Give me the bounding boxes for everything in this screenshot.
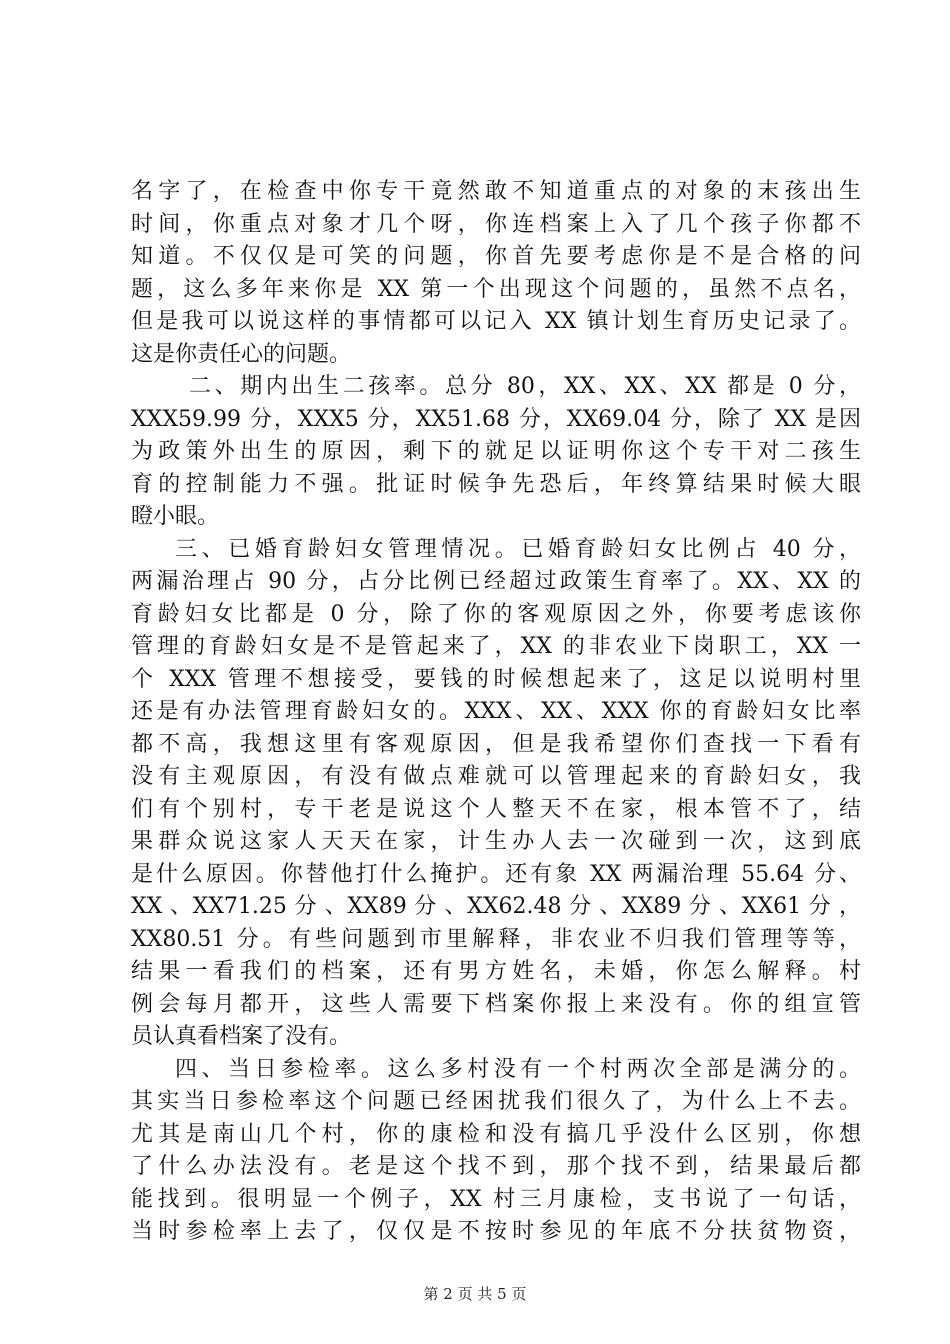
text-line: 结果一看我们的档案，还有男方姓名，未婚，你怎么解释。村	[131, 959, 861, 984]
section-heading-line: 三、已婚育龄妇女管理情况。已婚育龄妇女比例占 40 分，	[175, 536, 861, 562]
page-footer: 第 2 页 共 5 页	[423, 1285, 527, 1303]
text-line: 但是我可以说这样的事情都可以记入 XX 镇计划生育历史记录了。	[131, 309, 861, 334]
text-line: 管理的育龄妇女是不是管起来了，XX 的非农业下岗职工，XX 一	[131, 634, 861, 659]
text-line: 这是你责任心的问题。	[131, 341, 352, 367]
text-line: 员认真看档案了没有。	[131, 1024, 352, 1049]
text-line: 果群众说这家人天天在家，计生办人去一次碰到一次，这到底	[131, 829, 861, 854]
text-line: XX80.51 分。有些问题到市里解释，非农业不归我们管理等等，	[131, 926, 861, 952]
text-line: 当时参检率上去了，仅仅是不按时参见的年底不分扶贫物资，	[131, 1219, 861, 1244]
text-line: 没有主观原因，有没有做点难就可以管理起来的育龄妇女，我	[131, 764, 861, 789]
text-line: 是什么原因。你替他打什么掩护。还有象 XX 两漏治理 55.64 分、	[131, 861, 861, 887]
text-line: XXX59.99 分，XXX5 分，XX51.68 分，XX69.04 分，除了 XX 是因	[131, 406, 861, 432]
text-line: 育的控制能力不强。批证时候争先恐后，年终算结果时候大眼	[131, 471, 861, 497]
text-line: 例会每月都开，这些人需要下档案你报上来没有。你的组宣管	[131, 991, 861, 1017]
text-line: 题，这么多年来你是 XX 第一个出现这个问题的，虽然不点名，	[131, 276, 861, 302]
document-body	[131, 176, 861, 1249]
text-line: 为政策外出生的原因，剩下的就足以证明你这个专干对二孩生	[131, 439, 861, 464]
section-heading-line: 四、当日参检率。这么多村没有一个村两次全部是满分的。	[175, 1056, 861, 1082]
text-line: 尤其是南山几个村，你的康检和没有搞几乎没什么区别，你想	[131, 1121, 861, 1147]
text-line: 了什么办法没有。老是这个找不到，那个找不到，结果最后都	[131, 1154, 861, 1179]
text-line: 个 XXX 管理不想接受，要钱的时候想起来了，这足以说明村里	[131, 666, 861, 692]
text-line: 还是有办法管理育龄妇女的。XXX、XX、XXX 你的育龄妇女比率	[131, 699, 861, 724]
text-line: XX 、XX71.25 分 、XX89 分 、XX62.48 分 、XX89 分 、XX61 分 ，	[131, 894, 861, 919]
text-line: 知道。不仅仅是可笑的问题，你首先要考虑你是不是合格的问	[131, 244, 861, 269]
section-heading-line: 二、期内出生二孩率。总分 80，XX、XX、XX 都是 0 分，	[189, 374, 861, 399]
text-line: 能找到。很明显一个例子，XX 村三月康检，支书说了一句话，	[131, 1186, 861, 1212]
text-line: 都不高，我想这里有客观原因，但是我希望你们查找一下看有	[131, 731, 861, 757]
text-line: 育龄妇女比都是 0 分，除了你的客观原因之外，你要考虑该你	[131, 601, 861, 627]
text-line: 名字了，在检查中你专干竟然敢不知道重点的对象的末孩出生	[131, 179, 861, 204]
text-line: 瞪小眼。	[131, 504, 220, 529]
text-line: 其实当日参检率这个问题已经困扰我们很久了，为什么上不去。	[131, 1089, 861, 1114]
text-line: 时间，你重点对象才几个呀，你连档案上入了几个孩子你都不	[131, 211, 861, 237]
text-line: 两漏治理占 90 分，占分比例已经超过政策生育率了。XX、XX 的	[131, 569, 861, 594]
text-line: 们有个别村，专干老是说这个人整天不在家，根本管不了，结	[131, 796, 861, 822]
